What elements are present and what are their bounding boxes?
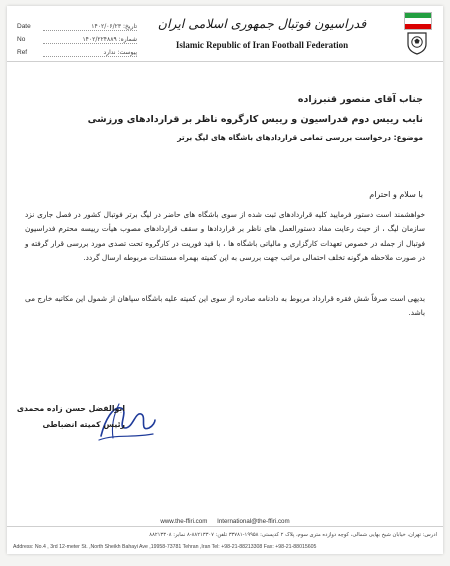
signature-block [7,404,125,429]
footer-address-english: Address: No.4 , 3rd 12-meter St. ,North Sheikh Bahayi Ave ,19958-73781 Tehran ,Iran Tel: +98-21-88213308 Fax: +98-21-88015605 [13,544,317,550]
footer-address-persian: آدرس: تهران، خیابان شیخ بهایی شمالی، کوچه دوازده متری سوم، پلاک ۲ کدپستی: ۱۹۹۵۸-۳۳۷۸۱ تلفن: ۸۸۲۱۳۳۰۷-۸ نمابر: ۸۸۲۱۳۳۰۸ [149,532,437,538]
federation-title-english: Islamic Republic of Iran Football Federation [175,40,349,50]
date-field [17,20,137,33]
header-reference-fields [17,20,137,59]
letter-page [7,6,443,554]
footer-contacts [7,518,443,525]
addressee-name: جناب آقای منصور قنبرزاده [297,94,423,105]
ref-value: پیوست: ندارد [43,49,137,57]
signer-name: ابوالفضل حسن زاده محمدی [16,404,125,413]
number-value: شماره: ۱۴۰۲/۲۲۴۸۸۹ [43,36,137,44]
number-field [17,33,137,46]
greeting: با سلام و احترام [369,190,423,199]
footer-email: International@the-ffiri.com [213,518,294,525]
federation-emblem-icon [406,31,428,55]
header-divider [7,61,443,62]
iran-flag-icon [404,12,432,30]
ref-field [17,46,137,59]
federation-title-persian: فدراسیون فوتبال جمهوری اسلامی ایران [157,16,367,31]
date-label: Date [17,23,31,30]
addressee-position: نایب رییس دوم فدراسیون و رییس کارگروه ناظر بر قراردادهای ورزشی [87,114,423,125]
letter-subject: موضوع: درخواست بررسی تمامی قراردادهای باشگاه های لیگ برتر [177,133,423,142]
signer-title: رئیس کمیته انضباطی [42,420,125,429]
number-label: No [17,36,26,43]
footer-divider [7,526,443,527]
addressee-block [43,94,423,142]
body-paragraph-2: بدیهی است صرفاً شش فقره قرارداد مربوط به دادنامه صادره از سوی این کمیته علیه باشگاه سپاهان از شمول این مکاتبه خارج می باشد. [25,294,425,318]
date-value: تاریخ: ۱۴۰۲/۰۶/۲۳ [43,23,137,31]
ref-label: Ref [17,49,28,56]
body-paragraph-1: خواهشمند است دستور فرمایید کلیه قراردادهای ثبت شده از سوی باشگاه های حاضر در لیگ برتر فوتبال کشور در فصل جاری نزد سازمان لیگ ، از حیث رعایت مفاد دستورالعمل های ناظر بر قراردادها و سقف قراردادهای مصوب هیأت رییسه محترم فدراسیون فوتبال از جمله در خصوص تعهدات کارگزاری و مالیاتی باشگاه ها ، با قید فوریت در کارگروه تحت تصدی مورد بررسی قرار گرفته و در صورت ملاحظه هرگونه تخلف احتمالی مراتب جهت بررسی به این کمیته بهمراه مستندات مربوطه ارسال گردد. [25,210,425,262]
footer-website: www.the-ffiri.com [156,518,211,525]
